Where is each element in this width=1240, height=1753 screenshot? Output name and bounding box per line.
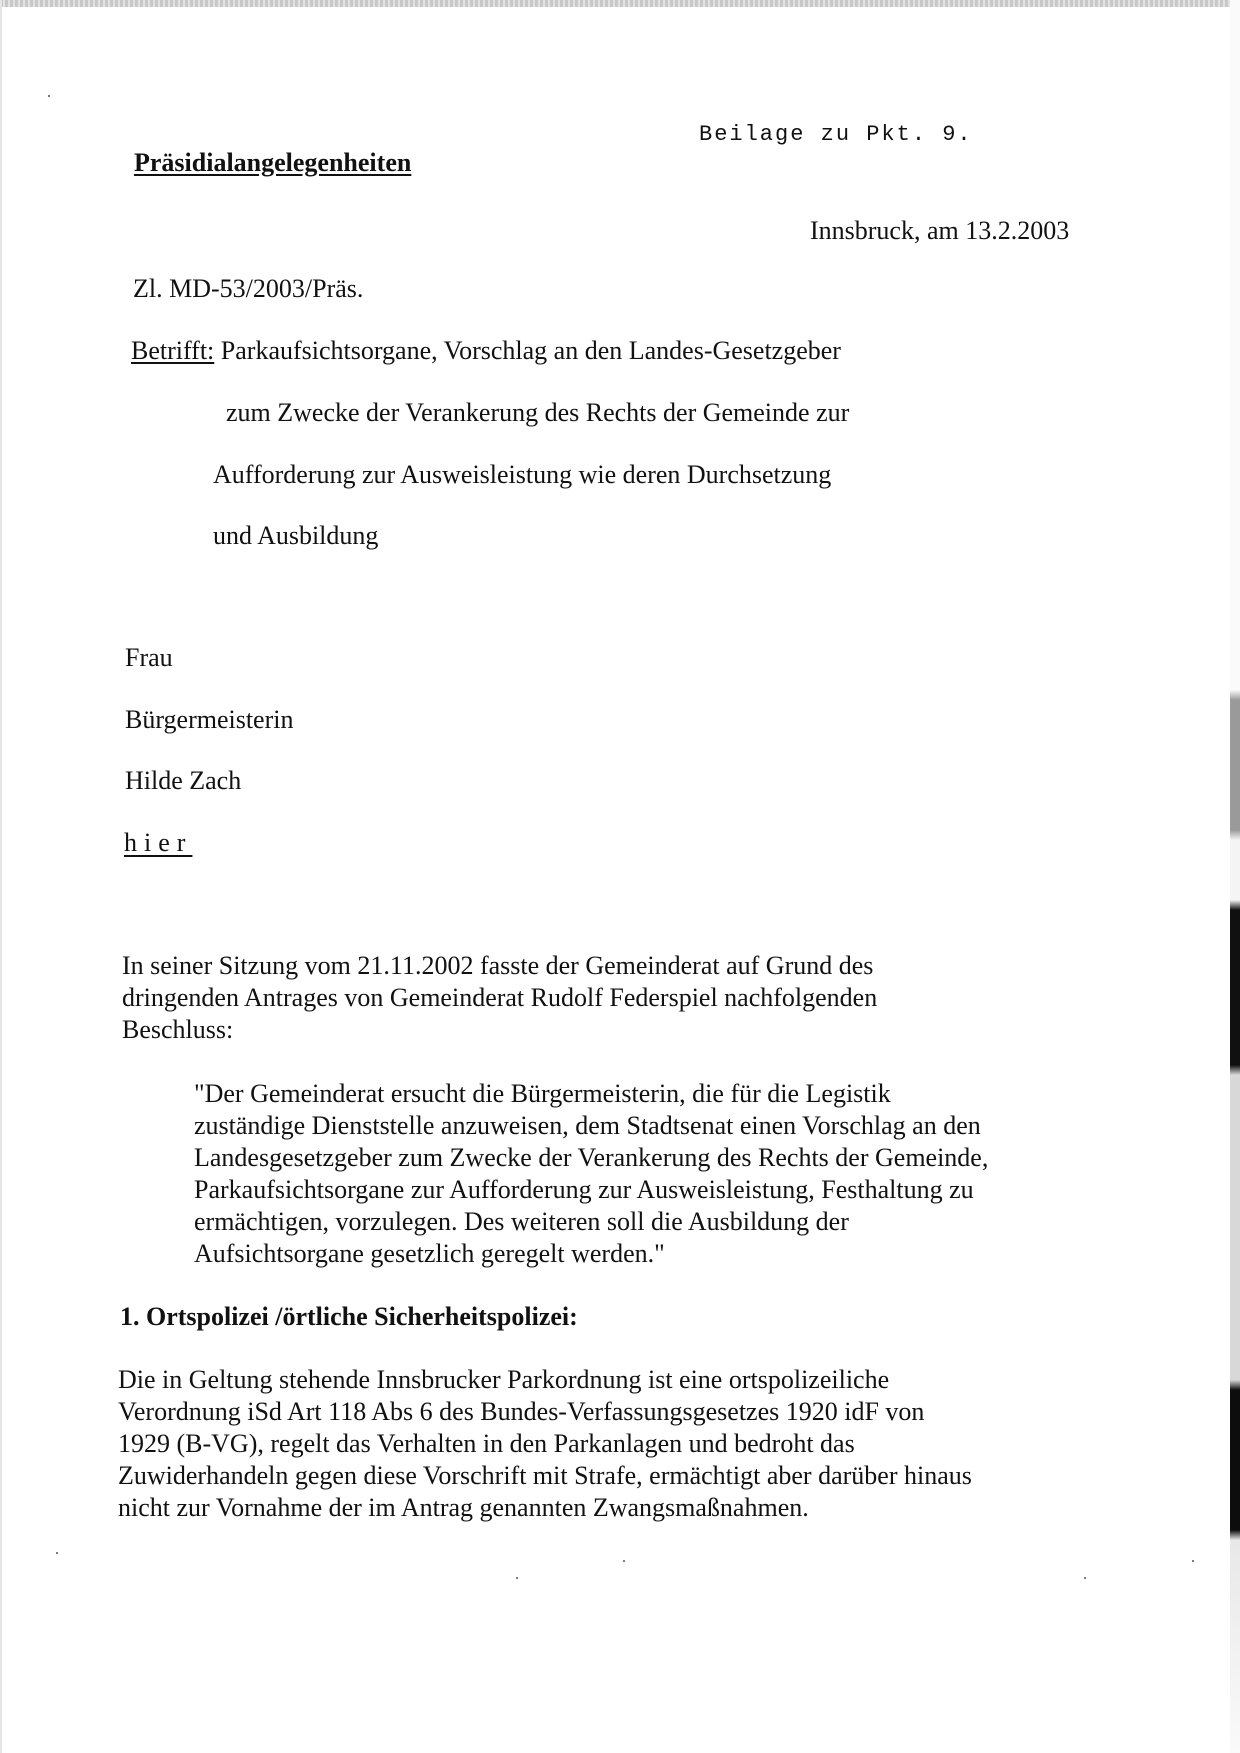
scan-edge-left [0,0,2,1753]
quote-line: Landesgesetzgeber zum Zwecke der Verankerung des Rechts der Gemeinde, [194,1143,989,1172]
subject-text: Parkaufsichtsorgane, Vorschlag an den Landes-Gesetzgeber [220,336,841,365]
scan-edge-right [1230,0,1240,1753]
scan-speck [1084,1577,1086,1579]
addressee-salutation: Frau [125,643,173,672]
paragraph-line: Zuwiderhandeln gegen diese Vorschrift mit Strafe, ermächtigt aber darüber hinaus [118,1461,972,1490]
paragraph-line: nicht zur Vornahme der im Antrag genannten Zwangsmaßnahmen. [118,1493,809,1522]
department-heading: Präsidialangelegenheiten [134,148,412,177]
scan-speck [623,1560,625,1562]
quote-line: zuständige Dienststelle anzuweisen, dem Stadtsenat einen Vorschlag an den [194,1111,981,1140]
scan-edge-top [0,0,1240,7]
paragraph-line: dringenden Antrages von Gemeinderat Rudolf Federspiel nachfolgenden [122,983,878,1012]
paragraph-line: Verordnung iSd Art 118 Abs 6 des Bundes-Verfassungsgesetzes 1920 idF von [118,1397,925,1426]
scan-speck [1192,1560,1194,1562]
paragraph-line: Die in Geltung stehende Innsbrucker Parkordnung ist eine ortspolizeiliche [118,1365,890,1394]
subject-continuation: Aufforderung zur Ausweisleistung wie deren Durchsetzung [213,460,832,489]
scan-speck [516,1577,518,1579]
resolution-quote [194,1078,988,1270]
quote-line: Aufsichtsorgane gesetzlich geregelt werden." [194,1239,665,1268]
quote-line: "Der Gemeinderat ersucht die Bürgermeisterin, die für die Legistik [194,1079,891,1108]
paragraph-line: In seiner Sitzung vom 21.11.2002 fasste der Gemeinderat auf Grund des [122,951,874,980]
place-date: Innsbruck, am 13.2.2003 [810,216,1070,245]
subject-continuation: und Ausbildung [213,521,379,550]
section-paragraph [118,1364,972,1524]
reference-number: Zl. MD-53/2003/Präs. [133,274,364,303]
subject-continuation: zum Zwecke der Verankerung des Rechts der Gemeinde zur [226,398,850,427]
addressee-location: hier [124,828,193,857]
attachment-label: Beilage zu Pkt. 9. [699,122,973,147]
addressee-name: Hilde Zach [125,766,242,795]
scan-speck [56,1552,58,1554]
quote-line: ermächtigen, vorzulegen. Des weiteren soll die Ausbildung der [194,1207,849,1236]
paragraph-line: 1929 (B-VG), regelt das Verhalten in den Parkanlagen und bedroht das [118,1429,855,1458]
paragraph-line: Beschluss: [122,1015,234,1044]
intro-paragraph [122,950,877,1046]
addressee-title: Bürgermeisterin [125,705,294,734]
subject-line [131,336,841,366]
scan-speck [48,95,50,97]
section-heading: 1. Ortspolizei /örtliche Sicherheitspolizei: [120,1302,578,1331]
quote-line: Parkaufsichtsorgane zur Aufforderung zur Ausweisleistung, Festhaltung zu [194,1175,974,1204]
subject-label: Betrifft: [131,336,215,365]
